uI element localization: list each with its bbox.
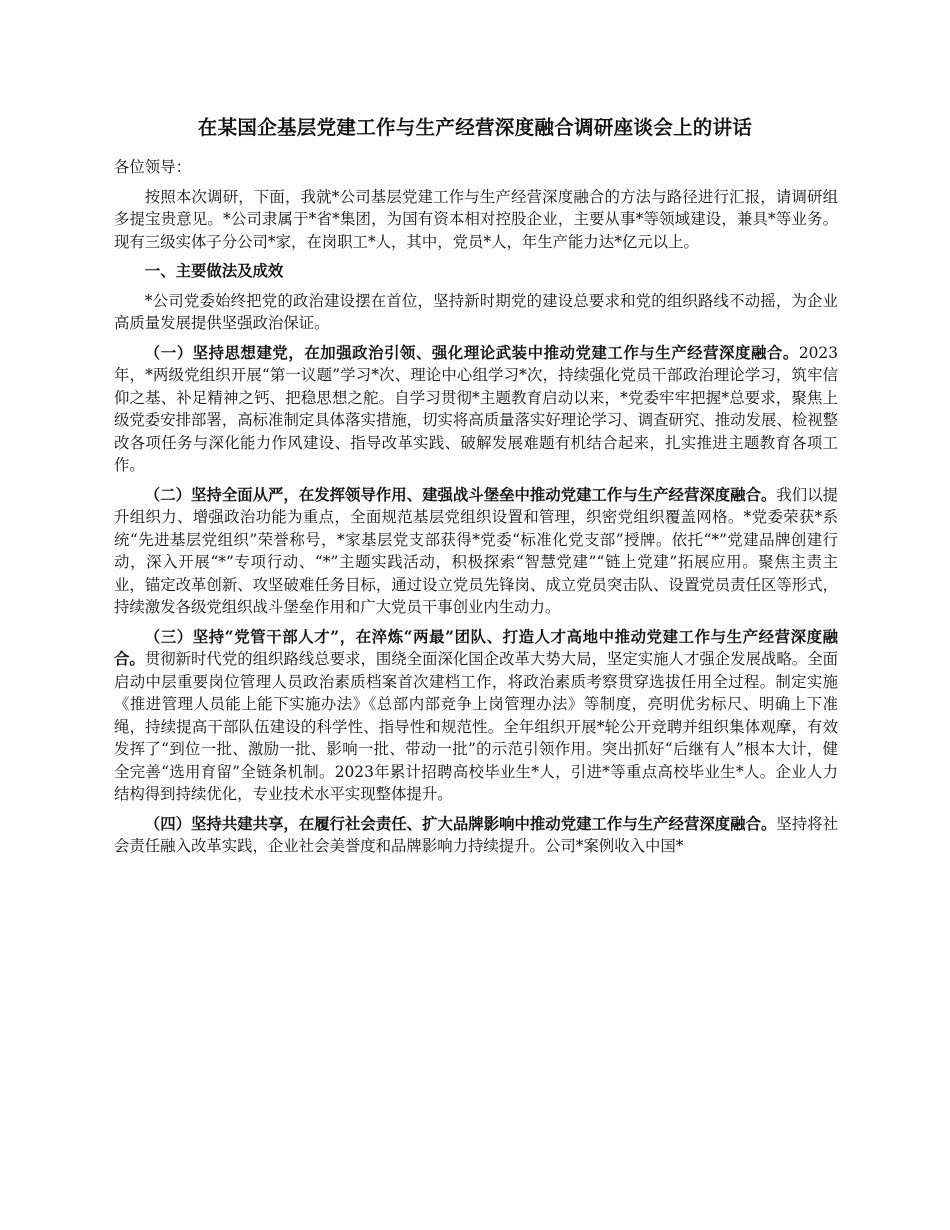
item-paragraph-3: [114, 626, 838, 806]
section-heading: 一、主要做法及成效: [144, 262, 284, 280]
item-paragraph-2: [114, 484, 838, 619]
item-body: 2023年，*两级党组织开展“第一议题”学习*次、理论中心组学习*次，持续强化党员干部政治理论学习，筑牢信仰之基、补足精神之钙、把稳思想之舵。自学习贯彻*主题教育启动以来，*党委牢牢把握*总要求，聚焦上级党委安排部署，高标准制定具体落实措施，切实将高质量落实好理论学习、调查研究、推动发展、检视整改各项任务与深化能力作风建设、指导改革实践、破解发展难题有机结合起来，扎实推进主题教育各项工作。: [114, 343, 838, 474]
item-lead: （一）坚持思想建党，在加强政治引领、强化理论武装中推动党建工作与生产经营深度融合。: [144, 343, 799, 362]
document-body: [114, 156, 838, 858]
item-paragraph-1: [114, 342, 838, 477]
item-lead: （二）坚持全面从严，在发挥领导作用、建强战斗堡垒中推动党建工作与生产经营深度融合。: [144, 485, 777, 504]
item-body: 我们以提升组织力、增强政治功能为重点，全面规范基层党组织设置和管理，织密党组织覆盖网格。*党委荣获*系统“先进基层党组织”荣誉称号，*家基层党支部获得*党委“标准化党支部”授牌。依托“*”党建品牌创建行动，深入开展“*”专项行动、“*”主题实践活动，积极探索“智慧党建”“链上党建”拓展应用。聚焦主责主业，锚定改革创新、攻坚破难任务目标，通过设立党员先锋岗、成立党员突击队、设置党员责任区等形式，持续激发各级党组织战斗堡垒作用和广大党员干事创业内生动力。: [114, 485, 838, 616]
intro-paragraph: 按照本次调研，下面，我就*公司基层党建工作与生产经营深度融合的方法与路径进行汇报，请调研组多提宝贵意见。*公司隶属于*省*集团，为国有资本相对控股企业，主要从事*等领域建设，兼具*等业务。现有三级实体子分公司*家，在岗职工*人，其中，党员*人，年生产能力达*亿元以上。: [114, 187, 838, 251]
document-title: 在某国企基层党建工作与生产经营深度融合调研座谈会上的讲话: [197, 116, 753, 139]
item-lead: （四）坚持共建共享，在履行社会责任、扩大品牌影响中推动党建工作与生产经营深度融合。: [144, 814, 777, 833]
section-intro-paragraph: *公司党委始终把党的政治建设摆在首位，坚持新时期党的建设总要求和党的组织路线不动摇，为企业高质量发展提供坚强政治保证。: [114, 291, 838, 332]
item-body: 坚持将社会责任融入改革实践，企业社会美誉度和品牌影响力持续提升。公司*案例收入中国*: [114, 814, 838, 855]
item-body: 贯彻新时代党的组织路线总要求，围绕全面深化国企改革大势大局，坚定实施人才强企发展战略。全面启动中层重要岗位管理人员政治素质档案首次建档工作，将政治素质考察贯穿选拔任用全过程。制定实施《推进管理人员能上能下实施办法》《总部内部竞争上岗管理办法》等制度，亮明优劣标尺、明确上下准绳，持续提高干部队伍建设的科学性、指导性和规范性。全年组织开展*轮公开竞聘并组织集体观摩，有效发挥了“到位一批、激励一批、影响一批、带动一批”的示范引领作用。突出抓好“后继有人”根本大计，健全完善“选用育留”全链条机制。2023年累计招聘高校毕业生*人，引进*等重点高校毕业生*人。企业人力结构得到持续优化，专业技术水平实现整体提升。: [114, 650, 838, 803]
salutation: 各位领导：: [114, 158, 191, 176]
item-lead: （三）坚持“党管干部人才”，在淬炼“两最”团队、打造人才高地中推动党建工作与生产经营深度融合。: [114, 627, 838, 668]
item-paragraph-4: [114, 813, 838, 858]
